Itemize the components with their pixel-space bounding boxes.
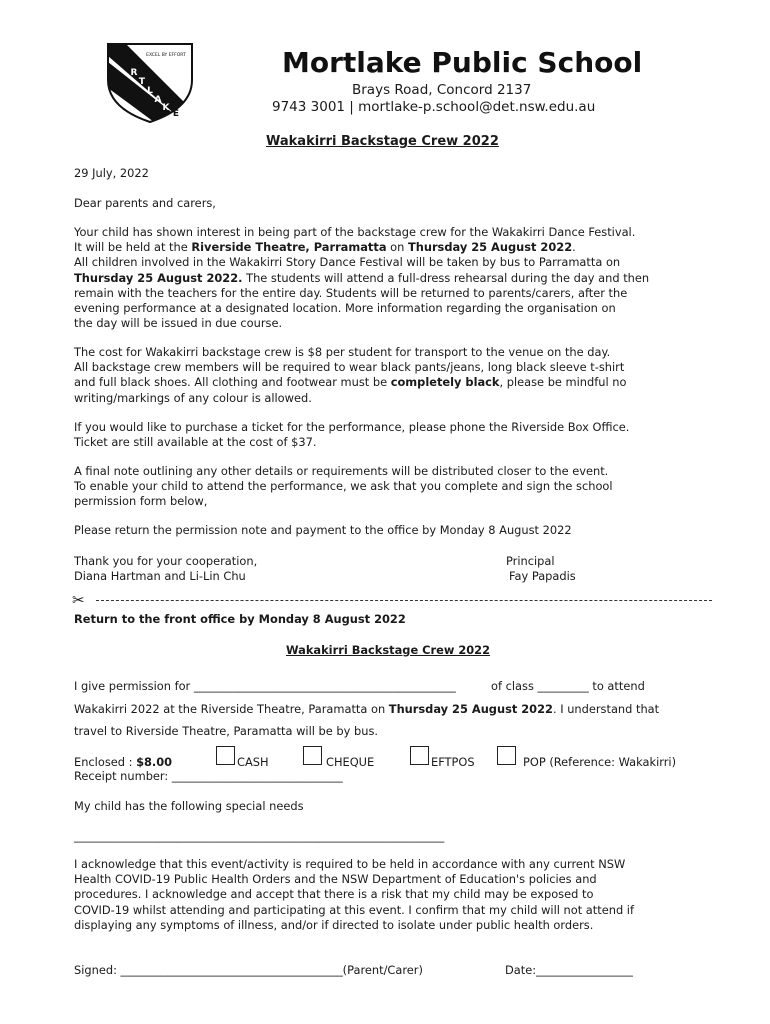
enclosed-label: Enclosed : $8.00 (74, 755, 173, 769)
return-instruction: Please return the permission note and payment to the office by Monday 8 August 2022 (74, 523, 572, 537)
cash-checkbox[interactable] (216, 746, 235, 765)
p1-line: remain with the teachers for the entire day. Students will be returned to parents/carers, after the (74, 285, 628, 300)
crest-letter-t: T (138, 77, 146, 87)
p2-line: writing/markings of any colour is allowed. (74, 390, 312, 405)
cheque-checkbox[interactable] (303, 746, 322, 765)
p2-line: The cost for Wakakirri backstage crew is $8 per student for transport to the venue on the day. (74, 345, 611, 359)
crest-letter-a: A (154, 95, 162, 105)
ack-line: procedures. I acknowledge and accept that there is a risk that my child may be exposed to (74, 887, 594, 902)
scissors-icon: ✂ (72, 591, 85, 609)
school-address: Brays Road, Concord 2137 (352, 82, 532, 98)
eftpos-label: EFTPOS (431, 755, 475, 769)
letter-greeting: Dear parents and carers, (74, 196, 216, 210)
p4-line: permission form below, (74, 494, 208, 509)
p3-line: Ticket are still available at the cost of $37. (74, 435, 317, 450)
special-needs-field[interactable]: _________________________________________________________________ (74, 829, 445, 843)
p1-line: All children involved in the Wakakirri Story Dance Festival will be taken by bus to Parramatta on (74, 255, 621, 270)
letter-date: 29 July, 2022 (74, 166, 149, 180)
school-contact: 9743 3001 | mortlake-p.school@det.nsw.edu.au (272, 99, 596, 115)
signature-field[interactable]: Signed: _______________________________________(Parent/Carer) (74, 963, 423, 977)
permission-class[interactable]: of class _________ to attend (491, 679, 645, 693)
p1-line: the day will be issued in due course. (74, 316, 283, 331)
crest-letter-l: L (147, 86, 153, 96)
receipt-number-field[interactable]: Receipt number: ______________________________ (74, 769, 343, 783)
school-crest-logo (104, 36, 196, 124)
school-name: Mortlake Public School (282, 46, 643, 79)
paragraph-event-details (74, 225, 694, 331)
permission-child-name[interactable]: I give permission for ______________________________________________ (74, 679, 456, 693)
thanks-line: Thank you for your cooperation, (74, 554, 258, 568)
pop-label: POP (Reference: Wakakirri) (523, 755, 677, 769)
p4-line: To enable your child to attend the performance, we ask that you complete and sign the school (74, 479, 613, 494)
ack-line: displaying any symptoms of illness, and/or if directed to isolate under public health orders. (74, 917, 594, 932)
pop-checkbox[interactable] (497, 746, 516, 765)
special-needs-label: My child has the following special needs (74, 799, 304, 813)
p3-line: If you would like to purchase a ticket for the performance, please phone the Riverside Box Office. (74, 420, 630, 434)
p2-line: and full black shoes. All clothing and footwear must be completely black, please be mindful no (74, 375, 627, 390)
signers: Diana Hartman and Li-Lin Chu (74, 569, 246, 583)
crest-letter-e: E (172, 109, 180, 119)
cut-line (96, 600, 712, 601)
p1-line: It will be held at the Riverside Theatre, Parramatta on Thursday 25 August 2022. (74, 240, 576, 255)
principal-title: Principal (506, 554, 555, 568)
crest-letter-r: R (130, 68, 138, 78)
paragraph-tickets (74, 420, 694, 450)
p2-line: All backstage crew members will be required to wear black pants/jeans, long black sleeve t-shirt (74, 360, 625, 375)
eftpos-checkbox[interactable] (410, 746, 429, 765)
date-field[interactable]: Date:_________________ (505, 963, 633, 977)
paragraph-cost-dress (74, 345, 694, 406)
ack-line: I acknowledge that this event/activity is required to be held in accordance with any current NSW (74, 857, 626, 871)
p1-line: Your child has shown interest in being part of the backstage crew for the Wakakirri Dance Festival. (74, 225, 636, 239)
crest-motto: EXCEL BY EFFORT (146, 53, 186, 58)
permission-line-3: travel to Riverside Theatre, Paramatta will be by bus. (74, 724, 378, 738)
p1-line: Thursday 25 August 2022. The students will attend a full-dress rehearsal during the day and then (74, 270, 650, 285)
crest-letter-o: O (123, 59, 131, 69)
ack-line: Health COVID-19 Public Health Orders and the NSW Department of Education's policies and (74, 872, 597, 887)
letter-heading: Wakakirri Backstage Crew 2022 (266, 134, 499, 149)
paragraph-final-note (74, 464, 694, 510)
crest-letter-m: M (114, 49, 124, 59)
principal-name: Fay Papadis (509, 569, 576, 583)
slip-return-note: Return to the front office by Monday 8 August 2022 (74, 612, 406, 626)
ack-line: COVID-19 whilst attending and participating at this event. I confirm that my child will not attend if (74, 902, 634, 917)
covid-acknowledgement (74, 857, 694, 933)
permission-line-2: Wakakirri 2022 at the Riverside Theatre, Paramatta on Thursday 25 August 2022. I understand that (74, 702, 660, 716)
slip-heading: Wakakirri Backstage Crew 2022 (286, 643, 491, 657)
crest-letter-k: K (162, 103, 170, 113)
cash-label: CASH (237, 755, 269, 769)
p4-line: A final note outlining any other details or requirements will be distributed closer to the event. (74, 464, 609, 478)
cheque-label: CHEQUE (326, 755, 375, 769)
p1-line: evening performance at a designated location. More information regarding the organisation on (74, 301, 616, 316)
